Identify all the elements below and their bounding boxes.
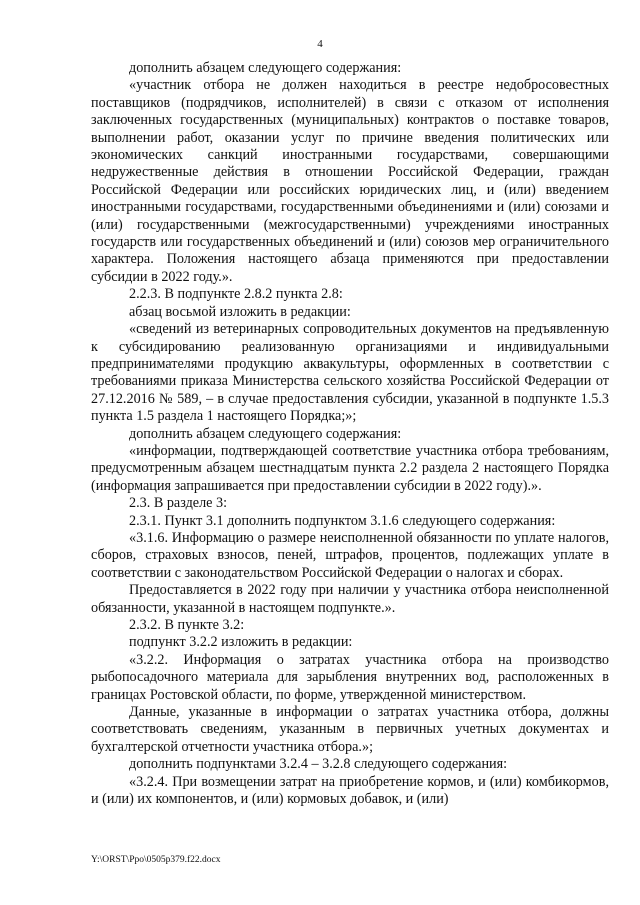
paragraph: «3.2.2. Информация о затратах участника отбора на производство рыбопосадочного материала для зарыбления внутренних вод, расположенных в границах Ростовской области, по форме, утвержденной министерством. bbox=[91, 651, 609, 703]
paragraph: Данные, указанные в информации о затратах участника отбора, должны соответствовать сведениям, указанным в первичных учетных документах и бухгалтерской отчетности участника отбора.»; bbox=[91, 704, 609, 755]
page-number: 4 bbox=[317, 38, 323, 50]
paragraph: «информации, подтверждающей соответствие участника отбора требованиям, предусмотренным абзацем шестнадцатым пункта 2.2 раздела 2 настоящего Порядка (информация запрашивается при предоставлении субсидии в 2022 году).». bbox=[91, 442, 609, 494]
file-path-footer: Y:\ORST\Ppo\0505p379.f22.docx bbox=[91, 855, 221, 865]
paragraph: «участник отбора не должен находиться в реестре недобросовестных поставщиков (подрядчиков, исполнителей) в связи с отказом от исполнения заключенных государственных (муниципальных) контрактов о поставке товаров, выполнении работ, оказании услуг по причине введения политических или экономических санкций иностранными государствами, совершающими недружественные действия в отношении Российской Федерации, граждан Российской Федерации или российских юридических лиц, и (или) введением иностранными государствами, государственными объединениями и (или) союзами и (или) государственными (межгосударственными) учреждениями иностранных государств или государственных объединений и (или) союзов мер ограничительного характера. Положения настоящего абзаца применяются при предоставлении субсидии в 2022 году.». bbox=[91, 77, 609, 285]
paragraph: подпункт 3.2.2 изложить в редакции: bbox=[129, 634, 353, 651]
paragraph: «сведений из ветеринарных сопроводительных документов на предъявленную к субсидированию реализованную организациями и индивидуальными предпринимателями продукцию аквакультуры, оформленных в соответствии с требованиями приказа Министерства сельского хозяйства Российской Федерации от 27.12.2016 № 589, – в случае предоставления субсидии, указанной в подпункте 1.5.3 пункта 1.5 раздела 1 настоящего Порядка;»; bbox=[91, 321, 609, 425]
paragraph: абзац восьмой изложить в редакции: bbox=[129, 303, 351, 320]
document-body bbox=[91, 60, 609, 808]
paragraph: дополнить подпунктами 3.2.4 – 3.2.8 следующего содержания: bbox=[129, 756, 508, 773]
paragraph: 2.3.2. В пункте 3.2: bbox=[129, 617, 245, 633]
paragraph: дополнить абзацем следующего содержания: bbox=[129, 425, 402, 442]
paragraph: «3.1.6. Информацию о размере неисполненной обязанности по уплате налогов, сборов, страховых взносов, пеней, штрафов, процентов, подлежащих уплате в соответствии с законодательством Российской Федерации о налогах и сборах. bbox=[91, 529, 609, 581]
paragraph: 2.2.3. В подпункте 2.8.2 пункта 2.8: bbox=[129, 286, 343, 303]
paragraph: «3.2.4. При возмещении затрат на приобретение кормов, и (или) комбикормов, и (или) их компонентов, и (или) кормовых добавок, и (или) bbox=[91, 773, 609, 808]
paragraph: 2.3. В разделе 3: bbox=[129, 495, 228, 512]
paragraph: 2.3.1. Пункт 3.1 дополнить подпунктом 3.1.6 следующего содержания: bbox=[129, 512, 556, 529]
paragraph: Предоставляется в 2022 году при наличии у участника отбора неисполненной обязанности, указанной в настоящем подпункте.». bbox=[91, 582, 609, 616]
paragraph: дополнить абзацем следующего содержания: bbox=[129, 60, 402, 76]
